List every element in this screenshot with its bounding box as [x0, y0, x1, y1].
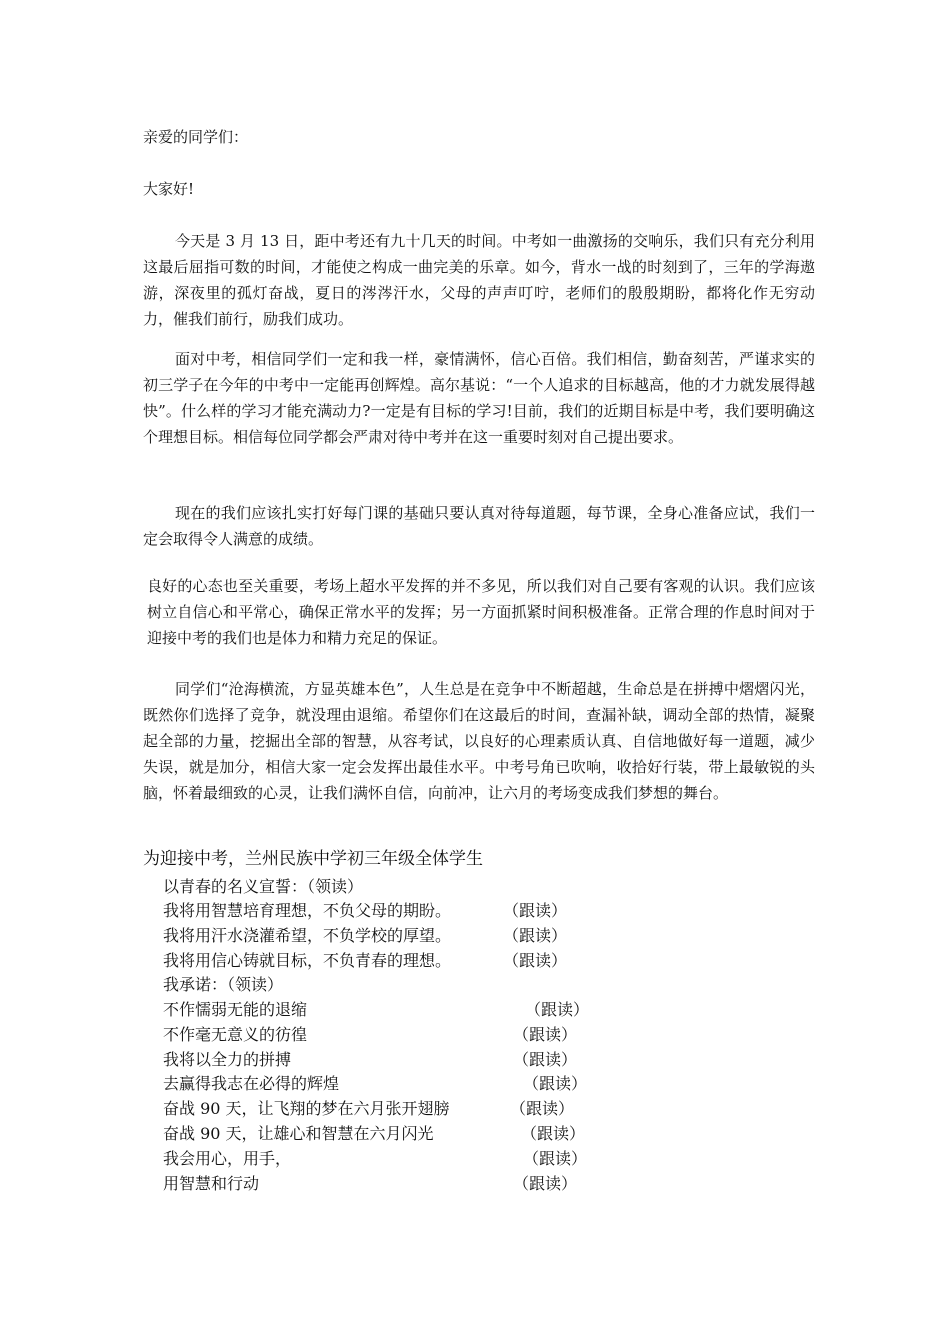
oath-row-text: 我将用信心铸就目标，不负青春的理想。: [163, 951, 452, 970]
oath-row-tag: （跟读）: [513, 1025, 578, 1044]
oath-row-tag: （跟读）: [503, 951, 568, 970]
oath-row-text: 我会用心，用手，: [163, 1149, 292, 1168]
oath-row-tag: （跟读）: [513, 1050, 578, 1069]
greeting: 大家好!: [143, 180, 195, 198]
paragraph-3-text: 现在的我们应该扎实打好每门课的基础只要认真对待每道题，每节课，全身心准备应试，我们一定会取得令人满意的成绩。: [143, 504, 815, 548]
oath-row-tag: （跟读）: [503, 901, 568, 920]
paragraph-4: [143, 573, 815, 651]
oath-row-text: 不作毫无意义的彷徨: [163, 1025, 308, 1044]
paragraph-4-text: 良好的心态也至关重要，考场上超水平发挥的并不多见，所以我们对自己要有客观的认识。我们应该树立自信心和平常心，确保正常水平的发挥；另一方面抓紧时间积极准备。正常合理的作息时间对于迎接中考的我们也是体力和精力充足的保证。: [147, 577, 815, 647]
oath-row-text: 不作懦弱无能的退缩: [163, 1000, 308, 1019]
oath-row-tag: （跟读）: [510, 1099, 575, 1118]
oath-row-tag: （跟读）: [503, 926, 568, 945]
oath-row-text: 用智慧和行动: [163, 1174, 260, 1193]
paragraph-2-text: 面对中考，相信同学们一定和我一样，豪情满怀，信心百倍。我们相信，勤奋刻苦，严谨求实的初三学子在今年的中考中一定能再创辉煌。高尔基说：“一个人追求的目标越高，他的才力就发展得越快”。什么样的学习才能充满动力?一定是有目标的学习!目前，我们的近期目标是中考，我们要明确这个理想目标。相信每位同学都会严肃对待中考并在这一重要时刻对自己提出要求。: [143, 350, 815, 446]
oath-row-text: 去赢得我志在必得的辉煌: [163, 1074, 340, 1093]
paragraph-5-text: 同学们“沧海横流，方显英雄本色”，人生总是在竞争中不断超越，生命总是在拼搏中熠熠闪光，既然你们选择了竞争，就没理由退缩。希望你们在这最后的时间，查漏补缺，调动全部的热情，凝聚起全部的力量，挖掘出全部的智慧，从容考试，以良好的心理素质认真、自信地做好每一道题，减少失误，就是加分，相信大家一定会发挥出最佳水平。中考号角已吹响，收拾好行装，带上最敏锐的头脑，怀着最细致的心灵，让我们满怀自信，向前冲，让六月的考场变成我们梦想的舞台。: [143, 680, 815, 802]
oath-row-text: 以青春的名义宣誓：（领读）: [163, 877, 364, 896]
salutation: 亲爱的同学们：: [143, 128, 249, 146]
oath-row-tag: （跟读）: [521, 1124, 586, 1143]
oath-row-text: 我将用智慧培育理想，不负父母的期盼。: [163, 901, 452, 920]
paragraph-1-text: 今天是 3 月 13 日，距中考还有九十几天的时间。中考如一曲激扬的交响乐，我们只有充分利用这最后屈指可数的时间，才能使之构成一曲完美的乐章。如今，背水一战的时刻到了，三年的学海遨游，深夜里的孤灯奋战，夏日的涔涔汗水，父母的声声叮咛，老师们的殷殷期盼，都将化作无穷动力，催我们前行，励我们成功。: [143, 232, 815, 328]
paragraph-5: [143, 676, 815, 806]
oath-row-tag: （跟读）: [523, 1074, 588, 1093]
oath-row-text: 我承诺：（领读）: [163, 975, 284, 994]
paragraph-3: [143, 500, 815, 552]
oath-row-tag: （跟读）: [525, 1000, 590, 1019]
paragraph-1: [143, 228, 815, 332]
oath-row-tag: （跟读）: [513, 1174, 578, 1193]
oath-row-text: 我将用汗水浇灌希望，不负学校的厚望。: [163, 926, 452, 945]
oath-row-text: 奋战 90 天，让飞翔的梦在六月张开翅膀: [163, 1099, 450, 1118]
paragraph-2: [143, 346, 815, 450]
oath-row-text: 奋战 90 天，让雄心和智慧在六月闪光: [163, 1124, 434, 1143]
oath-row-text: 我将以全力的拼搏: [163, 1050, 292, 1069]
oath-title: 为迎接中考，兰州民族中学初三年级全体学生: [143, 849, 483, 869]
oath-row-tag: （跟读）: [523, 1149, 588, 1168]
